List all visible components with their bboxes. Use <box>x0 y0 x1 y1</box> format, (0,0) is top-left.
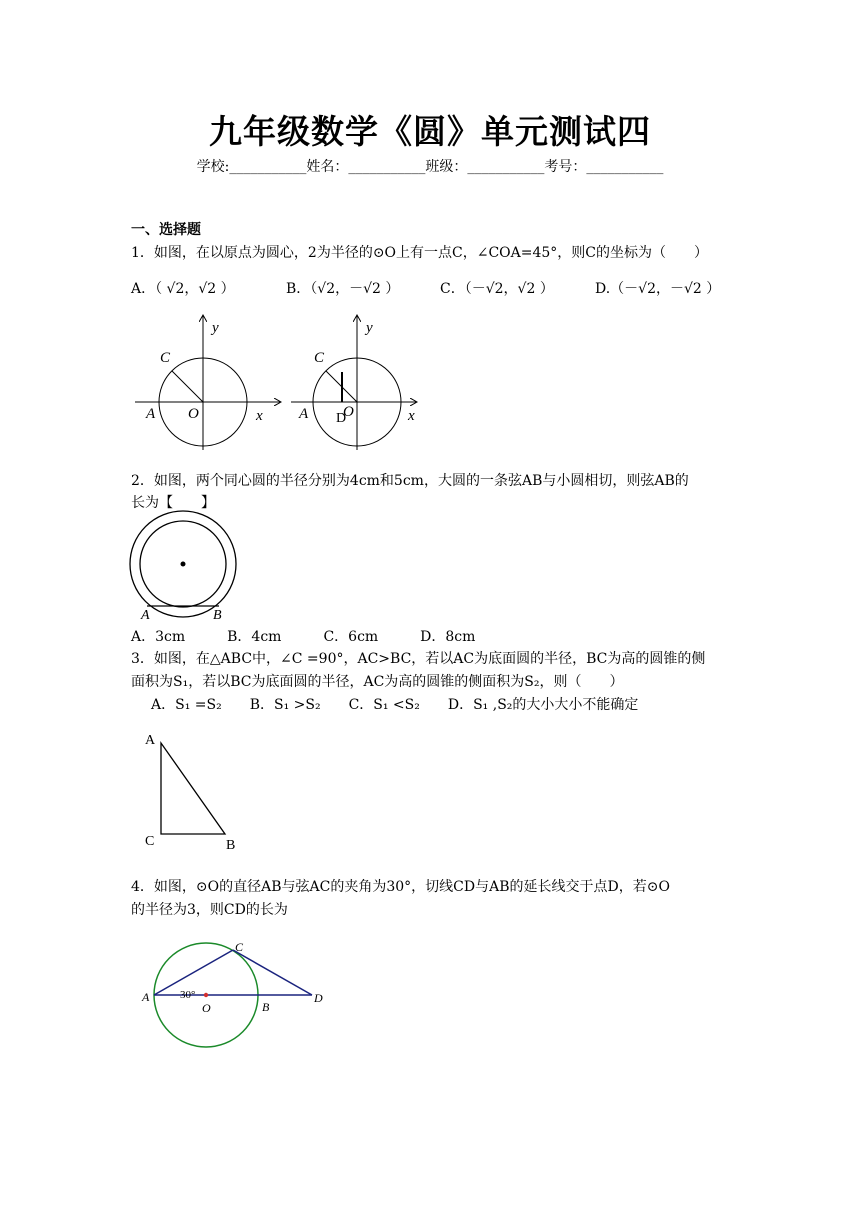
label-a: A <box>146 406 156 422</box>
q1-option-a: A．（ √2，√2 ） <box>131 281 235 297</box>
center-dot <box>204 993 208 997</box>
label-y: y <box>212 320 219 336</box>
q3-stem-line-1: 3．如图，在△ABC中，∠C =90°，AC>BC，若以AC为底面圆的半径，BC为高的圆锥的侧 <box>131 651 706 667</box>
q1-stem: 1．如图，在以原点为圆心，2为半径的⊙O上有一点C，∠COA=45°，则C的坐标为（ ） <box>131 245 709 261</box>
label-x: x <box>256 408 263 424</box>
center-dot <box>181 562 186 567</box>
q2-figure <box>125 510 245 625</box>
label-a: A <box>141 608 150 623</box>
tangent-cd <box>233 950 312 995</box>
section-heading: 一、选择题 <box>131 222 201 238</box>
q2-stem-line-1: 2．如图，两个同心圆的半径分别为4cm和5cm，大圆的一条弦AB与小圆相切，则弦AB的 <box>131 473 689 489</box>
q1-option-d: D.（－√2，－√2 ） <box>595 281 721 297</box>
radius-oc <box>172 371 203 402</box>
q3-figure <box>140 728 250 853</box>
label-angle: 30° <box>180 989 196 1001</box>
q4-stem-line-1: 4．如图，⊙O的直径AB与弦AC的夹角为30°，切线CD与AB的延长线交于点D，若⊙O <box>131 879 670 895</box>
q4-figure <box>140 935 340 1053</box>
label-c: C <box>314 350 325 366</box>
label-a: A <box>142 990 150 1004</box>
label-b: B <box>262 1000 270 1014</box>
label-o: O <box>202 1001 211 1015</box>
label-d: D <box>336 411 347 426</box>
label-b: B <box>213 608 222 623</box>
label-b: B <box>226 838 236 853</box>
label-y: y <box>366 320 373 336</box>
q1-option-c: C．（－√2，√2 ） <box>440 281 554 297</box>
label-c: C <box>235 940 244 954</box>
label-o: O <box>188 406 199 422</box>
triangle-abc <box>161 743 225 834</box>
page-title: 九年级数学《圆》单元测试四 <box>209 112 651 151</box>
q1-figure-2 <box>286 310 446 460</box>
q1-option-b: B．（√2，－√2 ） <box>286 281 400 297</box>
q1-figure-1 <box>130 310 290 460</box>
label-o: O <box>343 404 354 420</box>
label-a: A <box>299 406 309 422</box>
q3-stem-line-2: 面积为S₁，若以BC为底面圆的半径，AC为高的圆锥的侧面积为S₂，则（ ） <box>131 674 624 690</box>
student-info-line: 学校:___________姓名：___________班级：___________考号：___________ <box>196 159 664 175</box>
label-x: x <box>408 408 415 424</box>
label-a: A <box>145 733 156 748</box>
q4-stem-line-2: 的半径为3，则CD的长为 <box>131 902 288 918</box>
label-d: D <box>314 991 323 1005</box>
label-c: C <box>160 350 171 366</box>
label-c: C <box>145 834 155 849</box>
q2-stem-line-2: 长为【 】 <box>131 495 215 511</box>
q3-options: A．S₁ =S₂ B．S₁ >S₂ C．S₁ <S₂ D．S₁ ,S₂的大小大小不能确定 <box>151 697 639 713</box>
q2-options: A．3cm B．4cm C．6cm D．8cm <box>131 629 476 645</box>
